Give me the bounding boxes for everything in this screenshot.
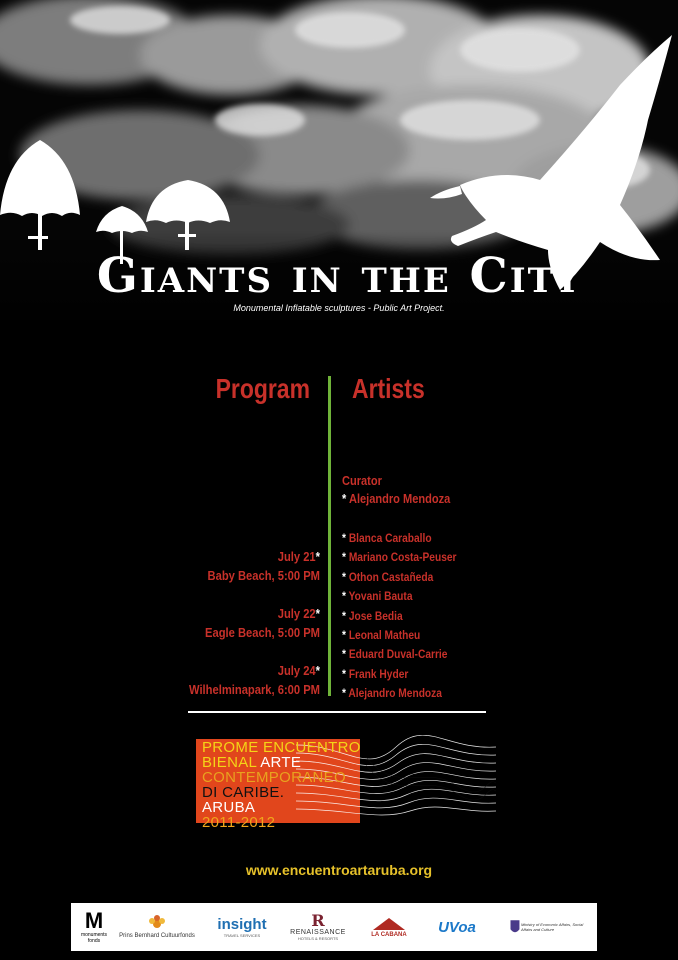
list-item: * Blanca Caraballo <box>342 531 432 545</box>
bienal-line: BIENAL ARTE <box>202 754 302 771</box>
sponsor-la-cabana-logo: LA CABANA <box>359 903 419 951</box>
curator-name: Alejandro Mendoza <box>348 491 451 506</box>
list-item: * Frank Hyder <box>342 666 409 681</box>
program-events <box>122 547 320 718</box>
sponsor-prins-bernhard-logo: Prins Bernhard Cultuurfonds <box>115 903 199 951</box>
list-item: * Leonal Matheu <box>342 628 421 643</box>
sponsor-renaissance-logo: R RENAISSANCE HOTELS & RESORTS <box>290 911 346 941</box>
sponsor-uvoa-logo: UVoa <box>438 918 476 936</box>
poster-title: Giants in the City <box>96 248 582 304</box>
artist-name: Jose Bedia <box>348 608 403 623</box>
sponsor-strip <box>71 903 597 951</box>
event-place: Wilhelminapark, 6:00 PM <box>188 682 320 697</box>
artist-name: Mariano Costa-Peuser <box>348 550 457 565</box>
event-item: July 24* Wilhelminapark, 6:00 PM <box>122 661 320 699</box>
sponsor-monuments-logo: M monuments fonds <box>80 908 108 944</box>
artist-list <box>342 529 457 704</box>
column-divider <box>328 376 331 696</box>
poster-subtitle: Monumental Inflatable sculptures - Public Art Project. <box>233 303 445 313</box>
bienal-line: PROME ENCUENTRO <box>202 739 361 756</box>
artist-name: Frank Hyder <box>348 666 409 681</box>
bienal-line: DI CARIBE. <box>202 784 285 801</box>
sponsor-ministry-logo: Ministry of Economic Affairs, Social Affairs and Culture <box>509 903 593 951</box>
list-item: * Othon Castañeda <box>342 569 434 584</box>
bullet-asterisk: * <box>342 491 349 506</box>
artist-name: Yovani Bauta <box>348 589 413 604</box>
artists-heading: Artists <box>352 373 425 404</box>
bienal-text <box>202 740 361 830</box>
list-item: * Alejandro Mendoza <box>342 686 442 701</box>
artist-name: Leonal Matheu <box>348 628 421 643</box>
event-item: July 22* Eagle Beach, 5:00 PM <box>122 604 320 642</box>
artist-name: Othon Castañeda <box>348 569 434 584</box>
artist-name: Alejandro Mendoza <box>348 686 442 701</box>
bienal-line: CONTEMPORANEO <box>202 769 346 786</box>
website-link[interactable]: www.encuentroartaruba.org <box>245 862 433 878</box>
event-item: July 21* Baby Beach, 5:00 PM <box>122 547 320 585</box>
event-place: Baby Beach, 5:00 PM <box>207 568 320 583</box>
separator-line <box>188 711 486 713</box>
coat-of-arms-icon <box>509 916 521 938</box>
hut-icon <box>369 916 409 932</box>
list-item: * Yovani Bauta <box>342 589 413 604</box>
event-date: July 22 <box>277 606 316 621</box>
artist-name: Eduard Duval-Carrie <box>348 647 448 662</box>
list-item: * Eduard Duval-Carrie <box>342 647 448 662</box>
bienal-line: 2011-2012 <box>202 814 276 831</box>
bienal-line: ARUBA <box>202 799 256 816</box>
list-item: * Jose Bedia <box>342 608 403 623</box>
flower-icon <box>146 915 168 933</box>
sponsor-insight-logo: insight TRAVEL SERVICES <box>217 916 267 938</box>
program-heading: Program <box>215 373 310 404</box>
event-date: July 24 <box>277 663 316 678</box>
artist-name: Blanca Caraballo <box>348 531 432 545</box>
event-place: Eagle Beach, 5:00 PM <box>205 625 320 640</box>
bienal-logo <box>196 735 496 831</box>
event-date: July 21 <box>277 549 316 564</box>
curator-block <box>342 472 450 508</box>
list-item: * Mariano Costa-Peuser <box>342 550 457 565</box>
curator-label: Curator <box>342 473 382 488</box>
